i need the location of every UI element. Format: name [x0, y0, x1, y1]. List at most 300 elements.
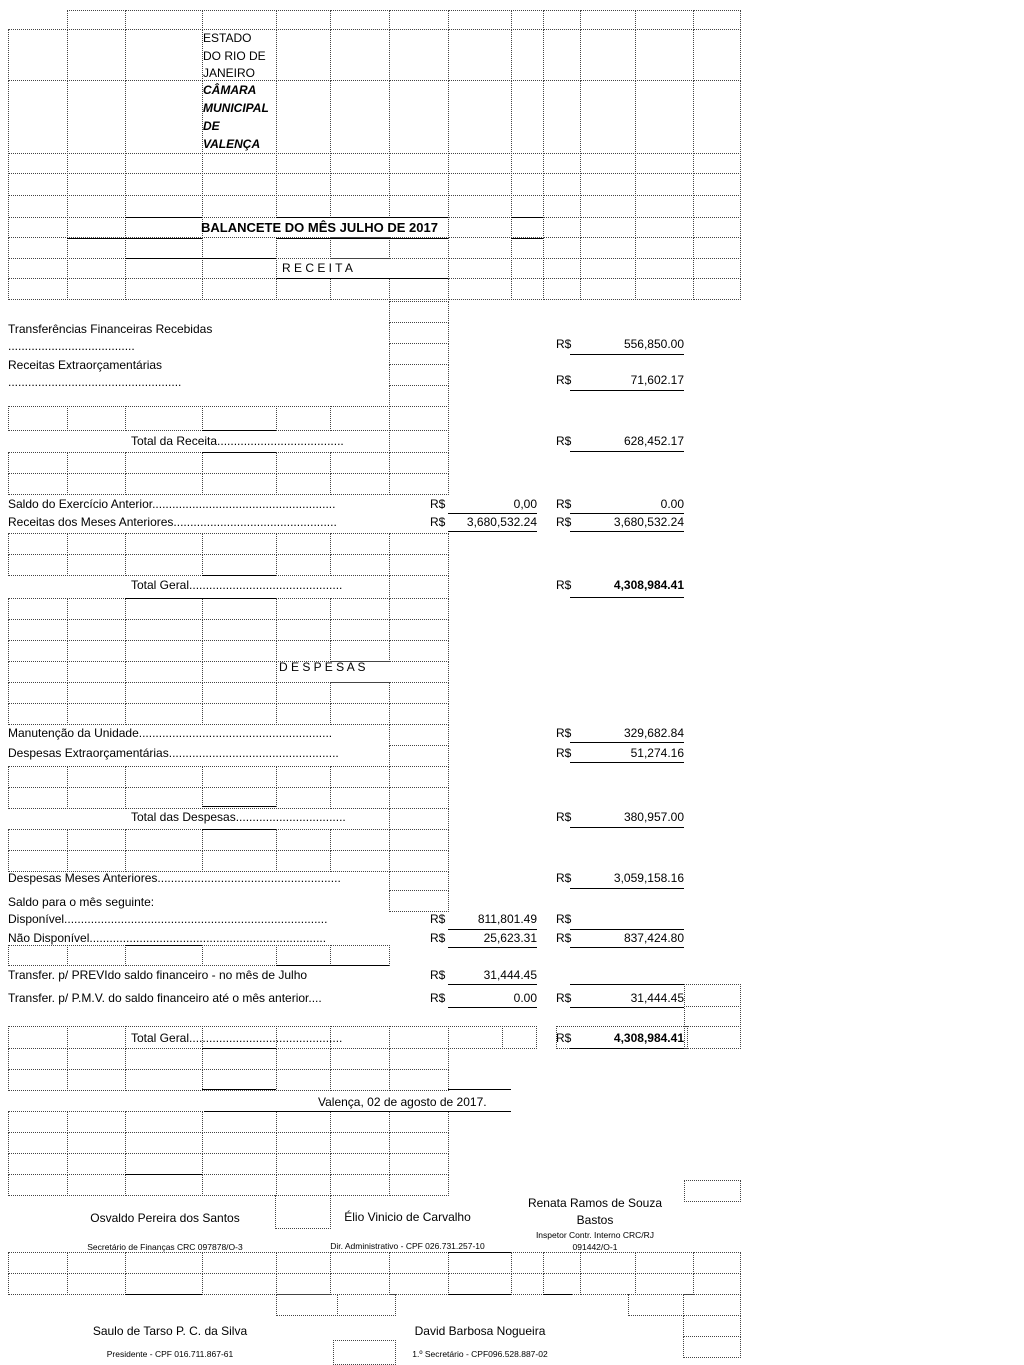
grid-cell	[389, 278, 449, 300]
grid-cell	[276, 278, 331, 300]
grid-cell	[8, 1069, 68, 1091]
grid-cell	[202, 682, 277, 704]
border-segment	[570, 451, 684, 452]
currency1-disponivel: R$	[430, 912, 446, 926]
grid-cell	[125, 452, 203, 474]
border-segment	[67, 238, 202, 239]
grid-cell	[8, 80, 68, 154]
grid-cell	[580, 237, 636, 259]
grid-cell	[276, 1174, 331, 1196]
grid-cell	[389, 1273, 449, 1295]
grid-cell	[389, 322, 449, 344]
grid-cell	[67, 1026, 126, 1049]
grid-cell	[330, 1174, 390, 1196]
currency1-nao-disponivel: R$	[430, 931, 446, 945]
grid-cell	[693, 195, 741, 218]
grid-cell	[8, 682, 68, 704]
signature-name-renata-line2: Bastos	[576, 1213, 614, 1227]
grid-cell	[389, 575, 449, 599]
grid-cell	[125, 787, 203, 809]
border-segment	[276, 278, 448, 279]
grid-cell	[389, 787, 449, 809]
grid-cell	[67, 619, 126, 641]
grid-cell	[693, 80, 741, 154]
currency-manutencao: R$	[556, 726, 572, 740]
grid-cell	[389, 1132, 449, 1154]
grid-cell	[8, 945, 68, 966]
grid-cell	[67, 640, 126, 662]
signature-name-saulo: Saulo de Tarso P. C. da Silva	[92, 1324, 248, 1338]
border-segment	[511, 238, 543, 239]
border-segment	[570, 390, 684, 391]
grid-cell	[8, 598, 68, 620]
grid-cell	[125, 1111, 203, 1133]
grid-cell	[389, 703, 449, 725]
grid-cell	[628, 1294, 684, 1316]
grid-cell	[330, 554, 390, 576]
border-segment	[570, 947, 684, 948]
grid-cell	[202, 1174, 277, 1196]
grid-cell	[635, 153, 694, 174]
grid-cell	[389, 808, 449, 830]
label-total-receita: Total da Receita......................................	[131, 434, 344, 448]
leader-dots-transferencias: ......................................	[8, 339, 135, 353]
header-org-line3: DE	[203, 119, 220, 133]
grid-cell	[67, 1273, 126, 1295]
border-segment	[570, 888, 684, 889]
grid-cell	[330, 1252, 390, 1274]
grid-cell	[202, 452, 277, 474]
currency-total-receita: R$	[556, 434, 572, 448]
amount-despesas-meses: 3,059,158.16	[613, 871, 684, 885]
amount-receitas-extra: 71,602.17	[630, 373, 684, 387]
grid-cell	[543, 173, 581, 196]
border-segment	[570, 742, 684, 743]
border-segment	[276, 965, 389, 966]
grid-cell	[67, 1252, 126, 1274]
border-segment	[448, 1294, 511, 1295]
currency2-nao-disponivel: R$	[556, 931, 572, 945]
grid-cell	[635, 217, 694, 238]
grid-cell	[389, 385, 449, 407]
grid-cell	[125, 278, 203, 300]
grid-cell	[67, 598, 126, 620]
grid-cell	[202, 278, 277, 300]
grid-cell	[330, 153, 390, 174]
grid-cell	[330, 1111, 390, 1133]
grid-cell	[276, 1069, 331, 1091]
grid-cell	[330, 703, 390, 725]
grid-cell	[389, 554, 449, 576]
grid-cell	[543, 237, 581, 259]
grid-cell	[8, 1273, 68, 1295]
grid-cell	[276, 1111, 331, 1133]
grid-cell	[337, 1294, 396, 1316]
grid-cell	[8, 258, 68, 279]
grid-cell	[389, 1153, 449, 1175]
grid-cell	[684, 984, 741, 1007]
grid-cell	[389, 619, 449, 641]
grid-cell	[276, 766, 331, 788]
border-segment	[125, 1174, 202, 1175]
label-saldo-exercicio-anterior: Saldo do Exercício Anterior.......................................................	[8, 497, 336, 511]
signature-title-saulo: Presidente - CPF 016.711.867-61	[106, 1349, 234, 1359]
grid-cell	[202, 850, 277, 872]
amount-total-receita: 628,452.17	[623, 434, 684, 448]
amount1-saldo-exercicio: 0,00	[513, 497, 537, 511]
border-segment	[448, 929, 537, 930]
grid-cell	[202, 153, 277, 174]
signature-title-david: 1.º Secretário - CPF096.528.887-02	[412, 1349, 548, 1359]
grid-cell	[330, 173, 390, 196]
grid-cell	[276, 173, 331, 196]
grid-cell	[125, 237, 203, 259]
grid-cell	[125, 195, 203, 218]
label-total-geral-2: Total Geral..............................................	[131, 1031, 343, 1045]
grid-cell	[276, 1048, 331, 1070]
amount-total-geral-2: 4,308,984.41	[613, 1031, 684, 1045]
grid-cell	[202, 619, 277, 641]
grid-cell	[276, 237, 331, 259]
grid-cell	[693, 173, 741, 196]
grid-cell	[330, 598, 390, 620]
grid-cell	[543, 80, 581, 154]
grid-cell	[635, 29, 694, 81]
border-segment	[570, 513, 684, 514]
border-segment	[570, 762, 684, 763]
grid-cell	[543, 10, 581, 30]
currency2-disponivel: R$	[556, 912, 572, 926]
grid-cell	[543, 1252, 581, 1274]
header-org-line4: VALENÇA	[203, 137, 261, 151]
border-segment	[125, 217, 202, 218]
grid-cell	[202, 237, 277, 259]
grid-cell	[202, 598, 277, 620]
grid-cell	[511, 80, 544, 154]
grid-cell	[8, 1026, 68, 1049]
grid-cell	[276, 195, 331, 218]
grid-cell	[276, 598, 331, 620]
grid-cell	[67, 278, 126, 300]
grid-cell	[67, 173, 126, 196]
grid-cell	[511, 1273, 544, 1295]
grid-cell	[125, 1252, 203, 1274]
grid-cell	[67, 1174, 126, 1196]
grid-cell	[635, 80, 694, 154]
grid-cell	[580, 258, 636, 279]
grid-cell	[202, 1132, 277, 1154]
label-despesas-meses-anteriores: Despesas Meses Anteriores.......................................................	[8, 871, 341, 885]
grid-cell	[693, 10, 741, 30]
grid-cell	[330, 1132, 390, 1154]
grid-cell	[8, 173, 68, 196]
amount-transferencias: 556,850.00	[623, 337, 684, 351]
grid-cell	[330, 787, 390, 809]
grid-cell	[276, 703, 331, 725]
grid-cell	[580, 173, 636, 196]
grid-cell	[8, 554, 68, 576]
border-segment	[202, 1048, 276, 1049]
grid-cell	[202, 1273, 277, 1295]
currency-total-despesas: R$	[556, 810, 572, 824]
grid-cell	[202, 258, 277, 279]
grid-cell	[389, 598, 449, 620]
grid-cell	[67, 829, 126, 851]
grid-cell	[67, 787, 126, 809]
grid-cell	[202, 1069, 277, 1091]
border-segment	[570, 597, 684, 598]
grid-cell	[67, 258, 126, 279]
grid-cell	[543, 258, 581, 279]
grid-cell	[125, 1153, 203, 1175]
grid-cell	[683, 1294, 741, 1316]
border-segment	[202, 1089, 276, 1090]
grid-cell	[389, 1252, 449, 1274]
grid-cell	[511, 153, 544, 174]
label-manutencao-unidade: Manutenção da Unidade..........................................................	[8, 726, 333, 740]
grid-cell	[330, 195, 390, 218]
grid-cell	[330, 533, 390, 555]
border-segment	[276, 217, 448, 218]
grid-cell	[693, 237, 741, 259]
grid-cell	[693, 278, 741, 300]
grid-cell	[389, 452, 449, 474]
header-org-line1: CÂMARA	[203, 83, 257, 97]
border-segment	[570, 1048, 684, 1049]
grid-cell	[125, 640, 203, 662]
border-segment	[202, 575, 276, 576]
signature-name-osvaldo: Osvaldo Pereira dos Santos	[90, 1211, 240, 1225]
currency-receitas-extra: R$	[556, 373, 572, 387]
grid-cell	[389, 640, 449, 662]
border-segment	[570, 531, 684, 532]
grid-cell	[635, 1273, 694, 1295]
grid-cell	[8, 1048, 68, 1070]
grid-cell	[202, 533, 277, 555]
grid-cell	[389, 10, 449, 30]
amount-total-despesas: 380,957.00	[623, 810, 684, 824]
grid-cell	[683, 1336, 741, 1358]
signature-title-renata-line2: 091442/O-1	[572, 1242, 618, 1252]
grid-cell	[276, 533, 331, 555]
grid-cell	[67, 80, 126, 154]
grid-cell	[276, 787, 331, 809]
border-segment	[511, 217, 543, 218]
label-transferencias-financeiras: Transferências Financeiras Recebidas	[8, 322, 213, 336]
grid-cell	[635, 237, 694, 259]
grid-cell	[67, 29, 126, 81]
grid-cell	[202, 766, 277, 788]
grid-cell	[67, 1153, 126, 1175]
border-segment	[125, 258, 276, 259]
grid-cell	[276, 640, 331, 662]
border-segment	[276, 238, 448, 239]
grid-cell	[543, 278, 581, 300]
grid-cell	[448, 1252, 512, 1274]
grid-cell	[693, 29, 741, 81]
grid-cell	[276, 406, 331, 431]
grid-cell	[276, 829, 331, 851]
grid-cell	[683, 1315, 741, 1337]
grid-cell	[8, 829, 68, 851]
amount2-receitas-meses: 3,680,532.24	[613, 515, 684, 529]
grid-cell	[8, 195, 68, 218]
grid-cell	[8, 766, 68, 788]
grid-cell	[125, 533, 203, 555]
grid-cell	[67, 406, 126, 431]
border-segment	[125, 1294, 202, 1295]
grid-cell	[389, 533, 449, 555]
amount-manutencao: 329,682.84	[623, 726, 684, 740]
grid-cell	[276, 29, 331, 81]
grid-cell	[330, 237, 390, 259]
grid-cell	[8, 1132, 68, 1154]
grid-cell	[8, 153, 68, 174]
border-segment	[448, 531, 537, 532]
grid-cell	[67, 1111, 126, 1133]
amount2-saldo-exercicio: 0.00	[660, 497, 684, 511]
grid-cell	[276, 10, 331, 30]
grid-cell	[580, 278, 636, 300]
border-segment	[204, 1111, 511, 1112]
label-total-despesas: Total das Despesas.................................	[131, 810, 346, 824]
grid-cell	[684, 1026, 741, 1049]
grid-cell	[276, 1132, 331, 1154]
grid-cell	[8, 703, 68, 725]
border-segment	[202, 452, 276, 453]
grid-cell	[125, 850, 203, 872]
grid-cell	[330, 1153, 390, 1175]
label-saldo-mes-seguinte: Saldo para o mês seguinte:	[8, 895, 155, 909]
grid-cell	[67, 473, 126, 495]
grid-cell	[276, 1273, 331, 1295]
grid-cell	[635, 173, 694, 196]
currency2-transfer-pmv: R$	[556, 991, 572, 1005]
grid-cell	[330, 406, 390, 431]
grid-cell	[693, 153, 741, 174]
amount1-nao-disponivel: 25,623.31	[483, 931, 537, 945]
grid-cell	[580, 1252, 636, 1274]
section-receita-heading: R E C E I T A	[282, 261, 353, 275]
date-line: Valença, 02 de agosto de 2017.	[318, 1095, 487, 1109]
grid-cell	[693, 1252, 741, 1274]
grid-cell	[67, 217, 126, 238]
grid-cell	[276, 153, 331, 174]
grid-cell	[330, 766, 390, 788]
grid-cell	[389, 473, 449, 495]
border-segment	[570, 929, 684, 930]
grid-cell	[8, 217, 68, 238]
grid-cell	[8, 406, 68, 431]
grid-cell	[276, 682, 331, 704]
grid-cell	[202, 173, 277, 196]
grid-cell	[389, 1048, 449, 1070]
grid-cell	[125, 766, 203, 788]
border-segment	[448, 984, 537, 985]
grid-cell	[202, 406, 277, 431]
grid-cell	[389, 1026, 449, 1049]
grid-cell	[125, 829, 203, 851]
grid-cell	[276, 1294, 338, 1316]
grid-cell	[202, 554, 277, 576]
currency1-transfer-previ: R$	[430, 968, 446, 982]
header-state-line3: JANEIRO	[203, 66, 256, 80]
grid-cell	[511, 217, 544, 238]
amount-despesas-extra: 51,274.16	[630, 746, 684, 760]
grid-cell	[67, 945, 126, 966]
grid-cell	[511, 278, 544, 300]
grid-cell	[580, 195, 636, 218]
grid-cell	[389, 724, 449, 746]
grid-cell	[580, 217, 636, 238]
grid-cell	[543, 153, 581, 174]
grid-cell	[125, 473, 203, 495]
border-segment	[543, 1294, 572, 1295]
grid-cell	[330, 278, 390, 300]
grid-cell	[276, 80, 331, 154]
grid-cell	[448, 153, 512, 174]
grid-cell	[125, 1174, 203, 1196]
grid-cell	[125, 1273, 203, 1295]
grid-cell	[511, 29, 544, 81]
grid-cell	[8, 533, 68, 555]
grid-cell	[8, 473, 68, 495]
grid-cell	[8, 640, 68, 662]
grid-cell	[330, 945, 390, 966]
grid-cell	[8, 237, 68, 259]
grid-cell	[330, 10, 390, 30]
grid-cell	[330, 850, 390, 872]
currency1-transfer-pmv: R$	[430, 991, 446, 1005]
grid-cell	[8, 619, 68, 641]
grid-cell	[67, 554, 126, 576]
amount1-transfer-pmv: 0.00	[513, 991, 537, 1005]
grid-cell	[8, 787, 68, 809]
currency2-receitas-meses: R$	[556, 515, 572, 529]
grid-cell	[67, 1048, 126, 1070]
grid-cell	[8, 1252, 68, 1274]
document-title: BALANCETE DO MÊS JULHO DE 2017	[201, 220, 438, 235]
signature-title-osvaldo: Secretário de Finanças CRC 097878/O-3	[87, 1242, 243, 1252]
grid-cell	[389, 343, 449, 365]
grid-cell	[330, 1069, 390, 1091]
grid-cell	[389, 80, 449, 154]
grid-cell	[276, 1153, 331, 1175]
grid-cell	[448, 29, 512, 81]
grid-cell	[448, 1273, 512, 1295]
header-state-line1: ESTADO	[203, 31, 252, 45]
grid-cell	[276, 945, 331, 966]
grid-cell	[8, 1153, 68, 1175]
grid-cell	[67, 661, 126, 683]
grid-cell	[448, 195, 512, 218]
signature-name-renata-line1: Renata Ramos de Souza	[527, 1196, 663, 1210]
grid-cell	[125, 217, 203, 238]
grid-cell	[330, 829, 390, 851]
grid-cell	[125, 619, 203, 641]
grid-cell	[543, 1273, 581, 1295]
grid-cell	[543, 217, 581, 238]
currency-despesas-meses: R$	[556, 871, 572, 885]
grid-cell	[125, 598, 203, 620]
grid-cell	[202, 1048, 277, 1070]
grid-cell	[67, 533, 126, 555]
currency-despesas-extra: R$	[556, 746, 572, 760]
grid-cell	[389, 682, 449, 704]
grid-cell	[693, 217, 741, 238]
grid-cell	[125, 1132, 203, 1154]
grid-cell	[125, 406, 203, 431]
